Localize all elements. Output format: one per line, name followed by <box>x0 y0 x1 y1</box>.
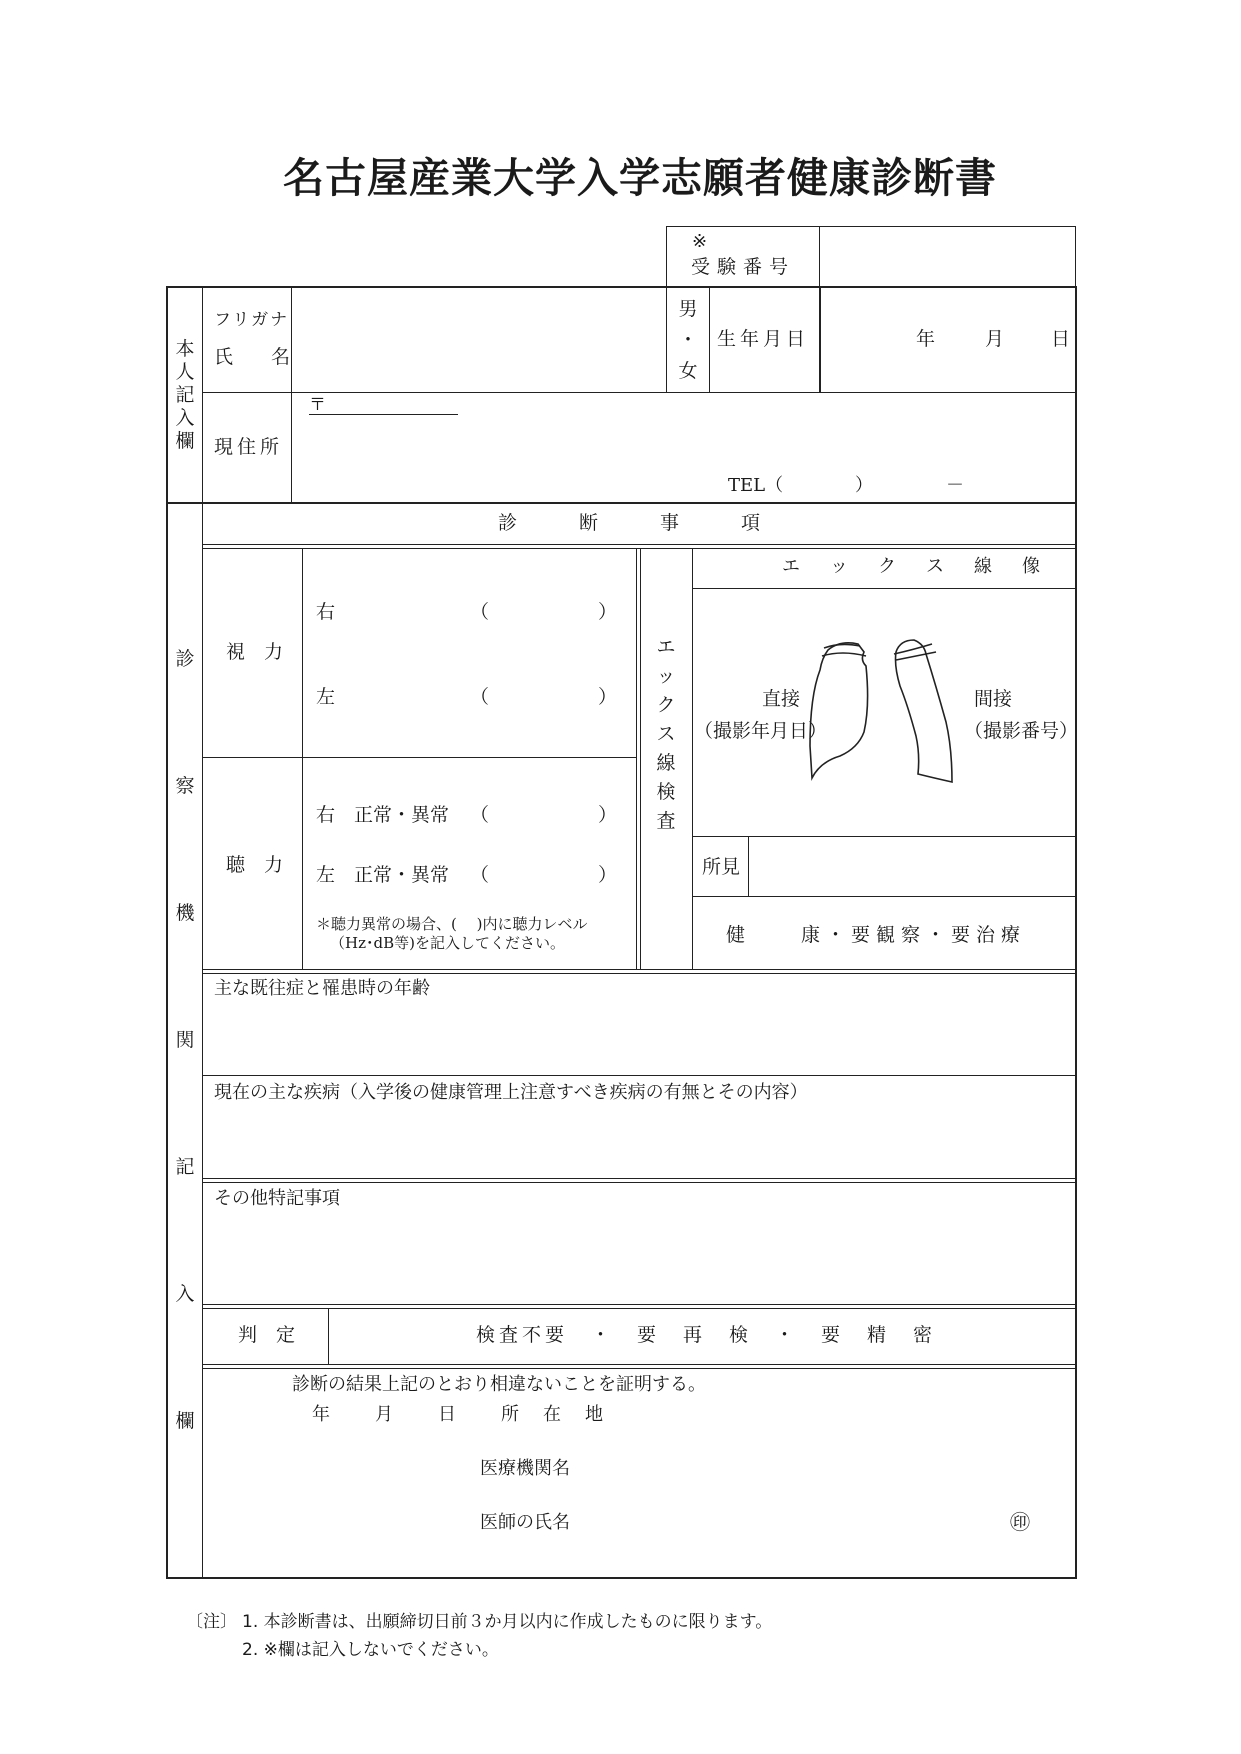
hearing-note-line2: （Hz･dB等)を記入してください。 <box>330 934 565 952</box>
findings-label: 所見 <box>702 856 741 878</box>
doctor-name-label: 医師の氏名 <box>480 1512 570 1533</box>
doctor-name-field[interactable] <box>580 1506 1000 1536</box>
judgment-label: 判 定 <box>238 1324 296 1346</box>
birth-day-label: 日 <box>1051 328 1071 350</box>
institution-field[interactable] <box>580 1452 1020 1482</box>
address-field[interactable] <box>294 418 1074 468</box>
name-label: 氏 名 <box>214 346 291 368</box>
hearing-right-close: ） <box>598 804 618 826</box>
vision-left-field[interactable] <box>490 683 594 711</box>
certify-text: 診断の結果上記のとおり相違ないことを証明する。 <box>292 1374 706 1395</box>
history-field[interactable] <box>206 1004 1074 1074</box>
hearing-label: 聴 力 <box>226 854 284 876</box>
address-label: 現住所 <box>214 436 284 458</box>
institution-label: 医療機関名 <box>480 1458 570 1479</box>
vision-right-open: （ <box>470 601 490 623</box>
exam-number-label: 受験番号 <box>691 256 796 278</box>
note-1: 1. 本診断書は、出願締切日前３か月以内に作成したものに限ります。 <box>242 1612 773 1632</box>
hearing-note-line1: ＊聴力異常の場合、( )内に聴力レベル <box>316 915 588 933</box>
note-2: 2. ※欄は記入しないでください。 <box>242 1640 499 1660</box>
hearing-left-label[interactable]: 左 正常・異常 <box>316 864 450 886</box>
tel-dash: － <box>946 475 964 496</box>
other-notes-field[interactable] <box>206 1214 1074 1300</box>
vision-left-open: （ <box>470 686 490 708</box>
self-section-label: 本 人 記 入 欄 <box>175 338 195 452</box>
vision-label: 視 力 <box>226 641 284 663</box>
furigana-label: フリガナ <box>214 310 290 330</box>
birth-year-label: 年 <box>916 328 936 350</box>
indirect-label: 間接 <box>974 688 1013 710</box>
tel-close-paren: ） <box>855 475 873 496</box>
vision-right-label: 右 <box>316 601 336 623</box>
direct-label: 直接 <box>762 688 801 710</box>
xray-exam-label: エ ッ ク ス 線 検 査 <box>656 636 676 832</box>
lungs-illustration <box>800 636 970 786</box>
postal-mark: 〒 <box>309 395 326 415</box>
birth-month-label: 月 <box>985 328 1005 350</box>
current-disease-field[interactable] <box>206 1108 1074 1174</box>
exam-number-field[interactable] <box>822 228 1074 286</box>
health-status-options[interactable]: 健 康・要観察・要治療 <box>726 924 1027 946</box>
hearing-right-label[interactable]: 右 正常・異常 <box>316 804 450 826</box>
birth-date-label: 生年月日 <box>717 328 810 350</box>
history-label: 主な既往症と罹患時の年齢 <box>214 978 430 999</box>
medical-section-label: 診 察 機 関 記 入 欄 <box>175 648 195 1432</box>
name-field[interactable] <box>294 290 664 390</box>
vision-right-field[interactable] <box>490 598 594 626</box>
page-title: 名古屋産業大学入学志願者健康診断書 <box>283 154 997 202</box>
tel-label: TEL（ <box>728 475 784 496</box>
hearing-left-open: （ <box>470 864 490 886</box>
judgment-options[interactable]: 検査不要 ・ 要 再 検 ・ 要 精 密 <box>476 1324 937 1346</box>
other-notes-label: その他特記事項 <box>214 1188 340 1209</box>
vision-left-label: 左 <box>316 686 336 708</box>
birth-date-field[interactable] <box>823 290 1075 390</box>
current-disease-label: 現在の主な疾病（入学後の健康管理上注意すべき疾病の有無とその内容） <box>214 1082 808 1103</box>
vision-right-close: ） <box>598 601 618 623</box>
indirect-sub-label: （撮影番号） <box>964 720 1079 742</box>
hearing-right-open: （ <box>470 804 490 826</box>
date-address-line: 年 月 日 所 在 地 <box>312 1404 606 1425</box>
sex-selector[interactable]: 男 ・ 女 <box>678 298 698 382</box>
vision-left-close: ） <box>598 686 618 708</box>
direct-sub-label: （撮影年月日） <box>694 720 828 742</box>
notes-prefix: 〔注〕 <box>186 1612 237 1632</box>
exam-mark: ※ <box>692 231 708 252</box>
hearing-left-close: ） <box>598 864 618 886</box>
seal-mark: ㊞ <box>1010 1510 1030 1534</box>
findings-field[interactable] <box>752 840 1074 892</box>
xray-image-header: エ ッ ク ス 線 像 <box>782 556 1046 577</box>
diagnosis-header: 診 断 事 項 <box>498 512 769 534</box>
